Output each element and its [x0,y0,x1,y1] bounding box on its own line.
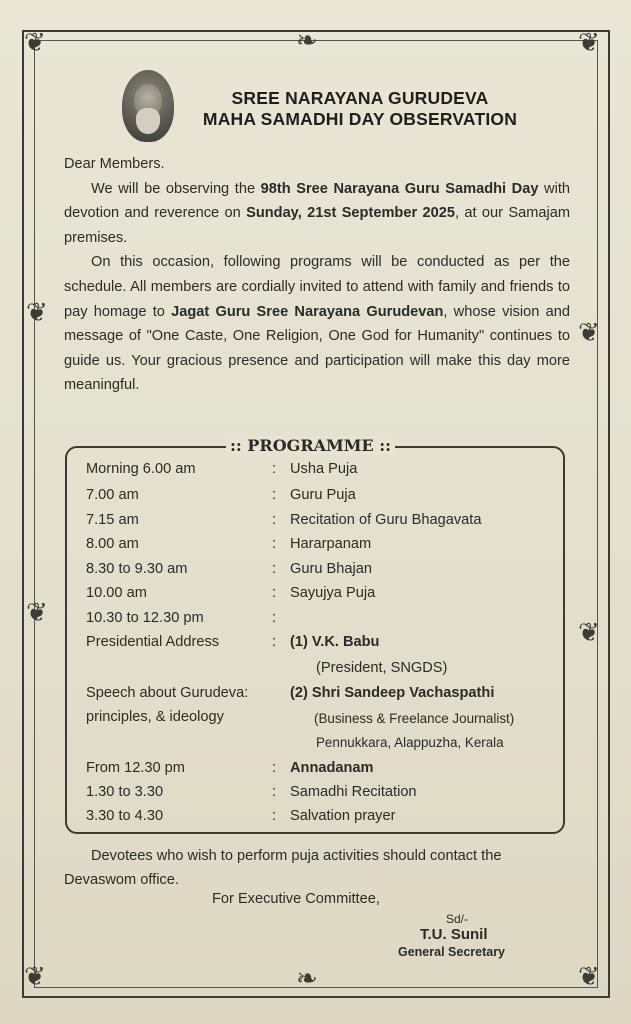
para2-text: , whose vision and message of "One Caste, One Religion, One God for Humanity" continues to guide us. Your gracious presence and participation will make this day more meaningful. [64,303,570,394]
title-line-1: SREE NARAYANA GURUDEVA [231,88,489,108]
devaswom-note: Devotees who wish to perform puja activities should contact the Devaswom office. [64,848,502,888]
paragraph-1 [64,177,570,251]
corner-ornament-icon: ❦ [578,28,600,58]
row-event: Guru Bhajan [290,561,372,577]
side-ornament-icon: ❦ [578,318,600,348]
notice-title [190,88,530,130]
portrait-beard [136,108,160,134]
speaker-note-2: Pennukkara, Alappuzha, Kerala [316,735,504,750]
guru-portrait [122,70,174,142]
signatory-name: T.U. Sunil [420,926,488,943]
row-time: Presidential Address [86,634,220,650]
row-time: 10.30 to 12.30 pm [86,610,204,626]
paragraph-2 [64,250,570,398]
para1-highlight-date: Sunday, 21st September 2025 [246,205,455,222]
corner-ornament-icon: ❦ [24,962,46,992]
row-event: Hararpanam [290,536,372,552]
row-event: Guru Puja [290,487,356,503]
row-time: 8.30 to 9.30 am [86,561,188,577]
para1-text: We will be observing the [91,180,261,197]
para1-highlight-event: 98th Sree Narayana Guru Samadhi Day [260,180,539,197]
row-colon: : [272,610,277,626]
row-colon: : [272,536,277,552]
row-time: 1.30 to 3.30 [86,784,164,800]
corner-ornament-icon: ❦ [24,28,46,58]
side-ornament-icon: ❦ [26,298,48,328]
speaker-note-1: (Business & Freelance Journalist) [314,711,515,726]
row-colon: : [272,487,277,503]
row-time: 7.00 am [86,487,139,503]
row-colon: : [272,634,277,650]
row-time: Speech about Gurudeva: [86,685,249,701]
row-event: Usha Puja [290,461,358,477]
row-time: 3.30 to 4.30 [86,808,164,824]
corner-ornament-icon: ❦ [578,962,600,992]
row-colon: : [272,512,277,528]
para1-text: , at our Samajam premises. [64,205,571,246]
row-colon: : [272,784,277,800]
speech-line-2: principles, & ideology [86,709,224,725]
footer-note [64,844,570,892]
row-event: (2) Shri Sandeep Vachaspathi [290,685,495,701]
president-note: (President, SNGDS) [316,660,448,676]
row-event: (1) V.K. Babu [290,634,380,650]
side-ornament-icon: ❦ [26,598,48,628]
top-ornament-icon: ❧ [296,26,318,56]
title-line-2: MAHA SAMADHI DAY OBSERVATION [202,109,518,129]
row-event: Samadhi Recitation [290,784,417,800]
row-time: From 12.30 pm [86,760,185,776]
programme-heading: :: PROGRAMME :: [226,436,395,455]
row-colon: : [272,585,277,601]
row-event: Salvation prayer [290,808,396,824]
row-time: 8.00 am [86,536,139,552]
row-time: 10.00 am [86,585,147,601]
row-event: Annadanam [290,760,374,776]
sd-mark: Sd/- [446,912,469,926]
side-ornament-icon: ❦ [578,618,600,648]
para2-text: On this occasion, following programs will be conducted as per the schedule. All members are cordially invited to attend with family and friends to pay homage to [64,254,570,320]
letter-body [64,152,570,398]
row-time: 7.15 am [86,512,139,528]
row-event: Recitation of Guru Bhagavata [290,512,482,528]
committee-line: For Executive Committee, [212,891,380,907]
salutation: Dear Members. [64,156,165,172]
bottom-ornament-icon: ❧ [296,964,318,994]
row-colon: : [272,561,277,577]
row-colon: : [272,461,277,477]
signatory-designation: General Secretary [398,945,506,959]
para1-text: with devotion and reverence on [64,180,570,222]
row-colon: : [272,808,277,824]
row-colon: : [272,760,277,776]
para2-highlight: Jagat Guru Sree Narayana Gurudevan [171,303,444,320]
row-time: Morning 6.00 am [86,461,196,477]
row-event: Sayujya Puja [290,585,376,601]
